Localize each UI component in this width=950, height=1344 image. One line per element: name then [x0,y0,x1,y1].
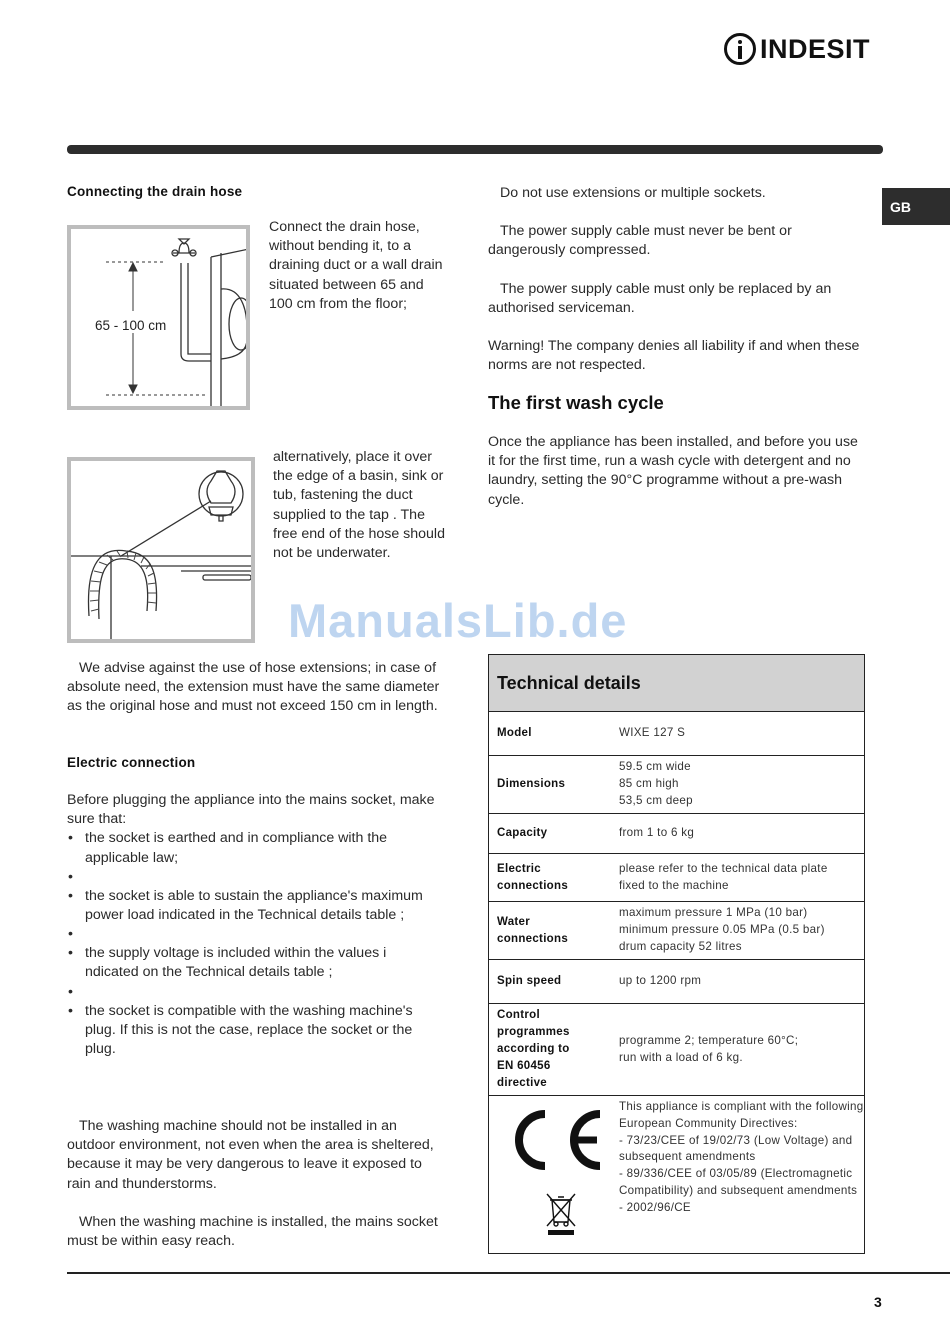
tech-label: Water connections [497,915,569,945]
drain-hose-heading: Connecting the drain hose [67,184,243,199]
header-divider [67,145,883,154]
tech-label: Dimensions [497,778,566,790]
liability-warning-text: Warning! The company denies all liability if and when these norms are not respected. [488,338,860,374]
cable-replace-text: The power supply cable must only be replaced by an authorised serviceman. [488,281,832,317]
tech-row-dimensions [489,756,864,814]
tech-table-title: Technical details [489,655,864,712]
bullet-spacer [67,868,439,887]
tech-value: up to 1200 rpm [619,974,702,988]
first-wash-heading: The first wash cycle [488,392,664,413]
tech-row-spin [489,960,864,1004]
watermark: ManualsLib.de [288,594,628,647]
basin-option-text: alternatively, place it over the edge of a basin, sink or tub, fastening the duct supplied to the tap . The free end of the hose should not be underwater. [273,449,445,562]
tech-value: please refer to the technical data plate fixed to the machine [619,861,828,892]
electric-checklist [67,791,439,1059]
brand-logo [724,33,870,65]
tech-row-water [489,902,864,960]
footer-divider [67,1272,950,1274]
height-range-label: 65 - 100 cm [95,318,167,333]
bullet-item-power-load: • the socket is able to sustain the appliance's maximum power load indicated in the Technical details table ; [67,887,439,925]
tech-value: from 1 to 6 kg [619,826,695,840]
drain-height-figure [67,225,250,410]
drain-hose-text: Connect the drain hose, without bending it, to a draining duct or a wall drain situated between 65 and 100 cm from the floor; [269,219,443,312]
tech-value: maximum pressure 1 MPa (10 bar) minimum pressure 0.05 MPa (0.5 bar) drum capacity 52 litres [619,906,825,953]
bullet-item-voltage: • the supply voltage is included within the values i ndicated on the Technical details table ; [67,944,439,982]
tech-label: Electric connections [497,862,569,892]
basin-hose-figure [67,457,255,643]
language-tab-label: GB [890,198,911,215]
brand-name: INDESIT [760,33,871,64]
electric-intro-text: Before plugging the appliance into the mains socket, make sure that: [67,792,435,828]
tech-row-capacity [489,814,864,854]
tech-row-programmes [489,1004,864,1096]
tech-row-model [489,712,864,756]
indesit-i-icon [724,33,756,65]
page-number: 3 [874,1294,882,1310]
tech-label: Capacity [497,827,548,839]
electric-bullet-list [67,829,439,1059]
no-extensions-text: Do not use extensions or multiple sockets. [500,185,766,201]
bullet-spacer [67,925,439,944]
tech-row-compliance [489,1096,864,1253]
language-tab [882,188,950,225]
tech-row-electric [489,854,864,902]
first-wash-text: Once the appliance has been installed, and before you use it for the first time, run a wash cycle with detergent and no laundry, setting the 90°C programme without a pre-wash cycle. [488,434,858,508]
technical-details-table [488,654,865,1254]
bullet-item-earthed: • the socket is earthed and in compliance with the applicable law; [67,829,439,867]
bullet-item-plug: • the socket is compatible with the washing machine's plug. If this is not the case, replace the socket or the plug. [67,1002,439,1060]
cable-bent-text: The power supply cable must never be bent or dangerously compressed. [488,223,792,259]
tech-value: WIXE 127 S [619,726,686,740]
hose-extension-text: We advise against the use of hose extensions; in case of absolute need, the extension must have the same diameter as the original hose and must not exceed 150 cm in length. [67,660,440,715]
tech-value: 59.5 cm wide 85 cm high 53,5 cm deep [619,760,693,807]
tech-label: Model [497,727,532,739]
weee-bin-icon [545,1192,577,1236]
compliance-marks [489,1096,619,1251]
tech-value: programme 2; temperature 60°C; run with a load of 6 kg. [619,1033,799,1064]
socket-reach-text: When the washing machine is installed, the mains socket must be within easy reach. [67,1214,438,1250]
tech-label: Control programmes according to EN 60456 directive [497,1009,570,1089]
electric-connection-heading: Electric connection [67,755,196,770]
outdoor-warning-text: The washing machine should not be installed in an outdoor environment, not even when the area is sheltered, because it may be very dangerous to leave it exposed to rain and thunderstorms. [67,1118,434,1192]
bullet-spacer [67,983,439,1002]
compliance-text: This appliance is compliant with the following European Community Directives: - 73/23/CEE of 19/02/73 (Low Voltage) and subsequent amendments - 89/336/CEE of 03/05/89 (Electromagnetic Compatibility) and subsequent amendments - 2002/96/CE [619,1100,864,1214]
tech-label: Spin speed [497,975,562,987]
hose-over-basin-illustration [71,461,251,639]
